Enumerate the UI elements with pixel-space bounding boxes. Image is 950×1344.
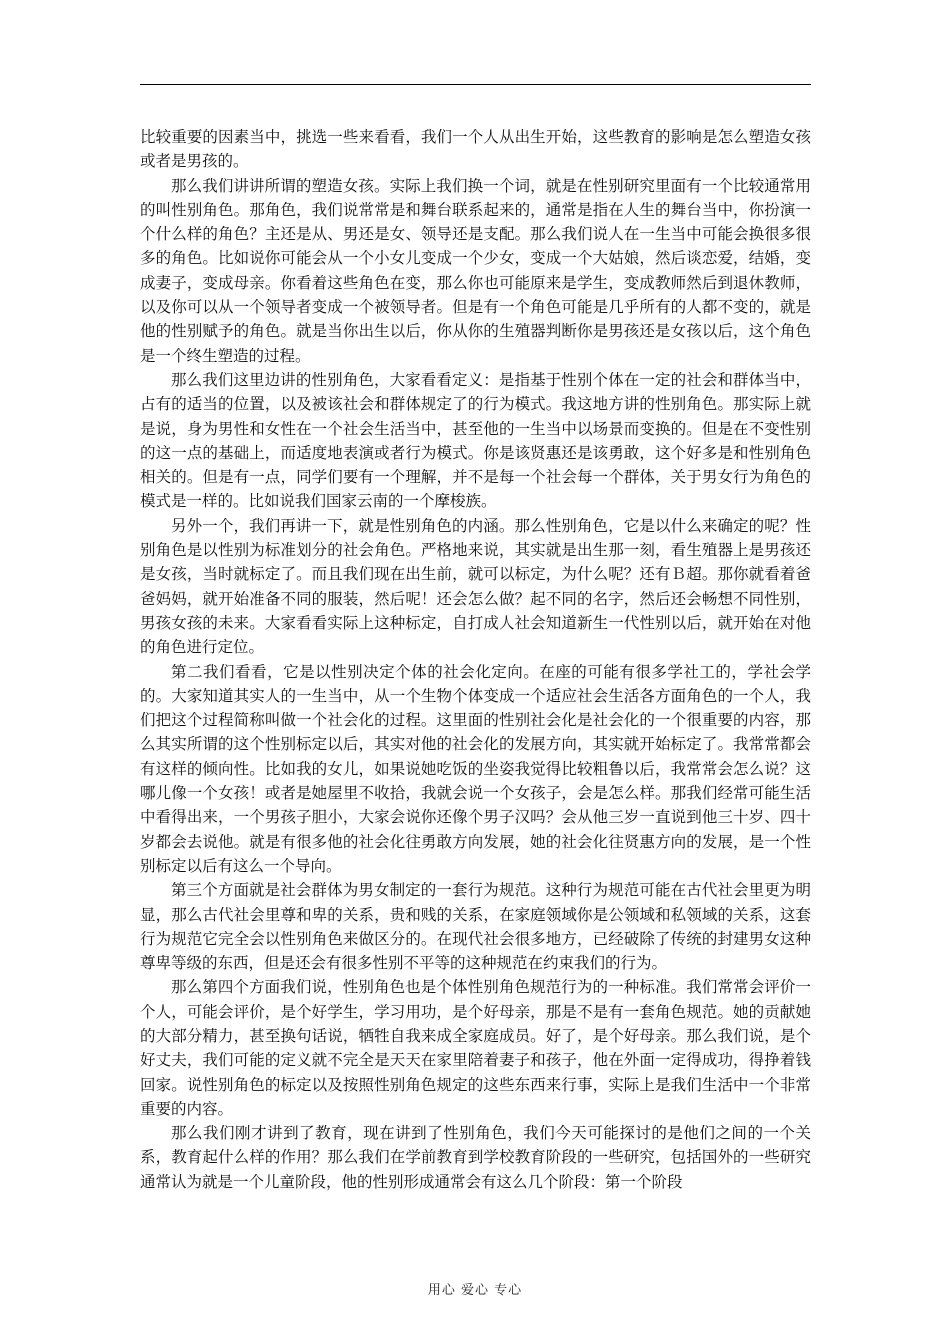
paragraph-3: 那么我们这里边讲的性别角色，大家看看定义：是指基于性别个体在一定的社会和群体当中，占有的适当的位置，以及被该社会和群体规定了的行为模式。我这地方讲的性别角色。那实际上就是说，身为男性和女性在一个社会生活当中，甚至他的一生当中以场景而变换的。但是在不变性别的这一点的基础上，而适度地表演或者行为模式。你是该贤惠还是该勇敢，这个好多是和性别角色相关的。但是有一点，同学们要有一个理解，并不是每一个社会每一个群体，关于男女行为角色的模式是一样的。比如说我们国家云南的一个摩梭族。 (140, 370, 811, 511)
paragraph-5: 第二我们看看，它是以性别决定个体的社会化定向。在座的可能有很多学社工的，学社会学的。大家知道其实人的一生当中，从一个生物个体变成一个适应社会生活各方面角色的一个人，我们把这个过程简称叫做一个社会化的过程。这里面的性别社会化是社会化的一个很重要的内容，那么其实所谓的这个性别标定以后，其实对他的社会化的发展方向，其实就开始标定了。我常常都会有这样的倾向性。比如我的女儿，如果说她吃饭的坐姿我觉得比较粗鲁以后，我常常会怎么说？这哪儿像一个女孩！或者是她屋里不收拾，我就会说一个女孩子，会是怎么样。那我们经常可能生活中看得出来，一个男孩子胆小，大家会说你还像个男子汉吗？会从他三岁一直说到他三十岁、四十岁都会去说他。就是有很多他的社会化往勇敢方向发展，她的社会化往贤惠方向的发展，是一个性别标定以后有这么一个导向。 (140, 662, 811, 875)
paragraph-2: 那么我们讲讲所谓的塑造女孩。实际上我们换一个词，就是在性别研究里面有一个比较通常用的叫性别角色。那角色，我们说常常是和舞台联系起来的，通常是指在人生的舞台当中，你扮演一个什么样的角色？主还是从、男还是女、领导还是支配。那么我们说人在一生当中可能会换很多很多的角色。比如说你可能会从一个小女儿变成一个少女，变成一个大姑娘，然后谈恋爱，结婚，变成妻子，变成母亲。你看着这些角色在变，那么你也可能原来是学生，变成教师然后到退休教师，以及你可以从一个领导者变成一个被领导者。但是有一个角色可能是几乎所有的人都不变的，就是他的性别赋予的角色。就是当你出生以后，你从你的生殖器判断你是男孩还是女孩以后，这个角色是一个终生塑造的过程。 (140, 176, 811, 365)
paragraph-4: 另外一个，我们再讲一下，就是性别角色的内涵。那么性别角色，它是以什么来确定的呢？性别角色是以性别为标准划分的社会角色。严格地来说，其实就是出生那一刻，看生殖器上是男孩还是女孩，当时就标定了。而且我们现在出生前，就可以标定，为什么呢？还有Ｂ超。那你就看着爸爸妈妈，就开始准备不同的服装，然后呢！还会怎么做？起不同的名字，然后还会畅想不同性别，男孩女孩的未来。大家看看实际上这种标定，自打成人社会知道新生一代性别以后，就开始在对他的角色进行定位。 (140, 516, 811, 657)
paragraph-1: 比较重要的因素当中，挑选一些来看看，我们一个人从出生开始，这些教育的影响是怎么塑造女孩或者是男孩的。 (140, 128, 811, 171)
paragraph-7: 那么第四个方面我们说，性别角色也是个体性别角色规范行为的一种标准。我们常常会评价一个人，可能会评价，是个好学生，学习用功，是个好母亲，那是不是有一套角色规范。她的贡献她的大部分精力，甚至换句话说，牺牲自我来成全家庭成员。好了，是个好母亲。那么我们说，是个好丈夫，我们可能的定义就不完全是天天在家里陪着妻子和孩子，他在外面一定得成功，得挣着钱回家。说性别角色的标定以及按照性别角色规定的这些东西来行事，实际上是我们生活中一个非常重要的内容。 (140, 978, 811, 1118)
paragraph-8: 那么我们刚才讲到了教育，现在讲到了性别角色，我们今天可能探讨的是他们之间的一个关系，教育起什么样的作用？那么我们在学前教育到学校教育阶段的一些研究，包括国外的一些研究通常认为就是一个儿童阶段，他的性别形成通常会有这么几个阶段：第一个阶段 (140, 1124, 811, 1191)
header-rule (140, 84, 811, 85)
paragraph-6: 第三个方面就是社会群体为男女制定的一套行为规范。这种行为规范可能在古代社会里更为明显，那么古代社会里尊和卑的关系，贵和贱的关系，在家庭领域你是公领域和私领域的关系，这套行为规范它完全会以性别角色来做区分的。在现代社会很多地方，已经破除了传统的封建男女这种尊卑等级的东西，但是还会有很多性别不平等的这种规范在约束我们的行为。 (140, 881, 811, 973)
page-footer: 用心 爱心 专心 (427, 1283, 523, 1298)
document-body (140, 125, 811, 1194)
